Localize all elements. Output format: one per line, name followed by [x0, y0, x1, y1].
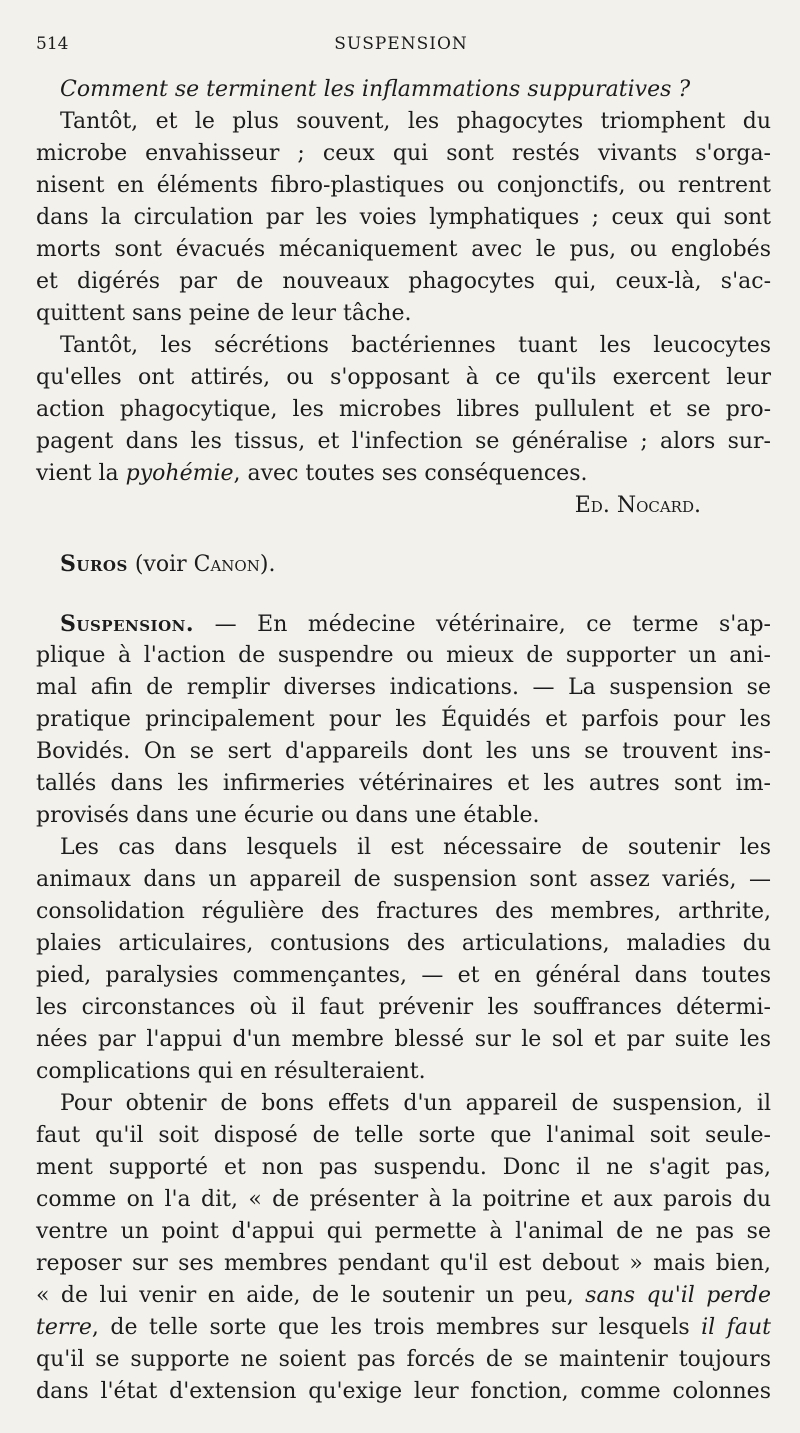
paragraph-cas — [36, 832, 771, 1088]
italic-term: pyohémie — [125, 461, 234, 486]
text-line: pratique principalement pour les Équidés et parfois pour les — [36, 707, 771, 732]
italic-phrase: il faut — [701, 1315, 771, 1340]
text-line: qu'elles ont attirés, ou s'opposant à ce qu'ils exercent leur — [36, 365, 771, 390]
entry-term: Suros — [60, 551, 128, 577]
text-line: plique à l'action de suspendre ou mieux de supporter un ani- — [36, 643, 771, 668]
text-line: Tantôt, et le plus souvent, les phagocytes triomphent du — [60, 109, 771, 134]
text-fragment: — En médecine vétérinaire, ce terme s'ap- — [194, 612, 771, 637]
italic-phrase: sans qu'il perde — [585, 1283, 771, 1308]
entry-term: Suspension. — [60, 611, 195, 637]
text-line: les circonstances où il faut prévenir les souffrances détermi- — [36, 995, 771, 1020]
text-line: faut qu'il soit disposé de telle sorte que l'animal soit seule- — [36, 1123, 771, 1148]
text-line: tallés dans les infirmeries vétérinaires et les autres sont im- — [36, 771, 771, 796]
cross-reference: Canon — [193, 552, 260, 577]
text-line — [36, 1280, 771, 1312]
page-body — [36, 74, 771, 1408]
text-line: reposer sur ses membres pendant qu'il est debout » mais bien, — [36, 1251, 771, 1276]
page-number: 514 — [36, 34, 69, 54]
text-fragment: , de telle sorte que les trois membres sur lesquels — [91, 1315, 702, 1340]
text-line: morts sont évacués mécaniquement avec le pus, ou englobés — [36, 237, 771, 262]
running-head: SUSPENSION — [334, 34, 468, 54]
text-line: provisés dans une écurie ou dans une étable. — [36, 803, 540, 828]
paragraph-phagocytes — [36, 106, 771, 330]
text-fragment: ). — [259, 552, 276, 577]
text-line — [36, 608, 771, 640]
text-line: Les cas dans lesquels il est nécessaire de soutenir les — [60, 835, 771, 860]
text-fragment: « de lui venir en aide, de le soutenir un peu, — [36, 1283, 586, 1308]
author-signature: Ed. Nocard. — [574, 493, 701, 518]
text-line: quittent sans peine de leur tâche. — [36, 301, 412, 326]
text-fragment: , avec toutes ses conséquences. — [233, 461, 588, 486]
text-line: nisent en éléments fibro-plastiques ou conjonctifs, ou rentrent — [36, 173, 771, 198]
text-line: et digérés par de nouveaux phagocytes qui, ceux-là, s'ac- — [36, 269, 771, 294]
text-line: mal afin de remplir diverses indications. — La suspension se — [36, 675, 771, 700]
entry-suros — [36, 548, 771, 580]
text-fragment: vient la — [36, 461, 126, 486]
text-line: microbe envahisseur ; ceux qui sont restés vivants s'orga- — [36, 141, 771, 166]
text-line: consolidation régulière des fractures des membres, arthrite, — [36, 899, 771, 924]
text-line: pied, paralysies commençantes, — et en général dans toutes — [36, 963, 771, 988]
italic-phrase: terre — [36, 1315, 92, 1340]
entry-suspension — [36, 608, 771, 832]
text-line: plaies articulaires, contusions des articulations, maladies du — [36, 931, 771, 956]
text-line: Bovidés. On se sert d'appareils dont les uns se trouvent ins- — [36, 739, 771, 764]
text-line: pagent dans les tissus, et l'infection se généralise ; alors sur- — [36, 429, 771, 454]
spacer — [36, 522, 771, 548]
text-line: qu'il se supporte ne soient pas forcés de se maintenir toujours — [36, 1347, 771, 1372]
text-line: action phagocytique, les microbes libres pullulent et se pro- — [36, 397, 771, 422]
question-line: Comment se terminent les inflammations suppuratives ? — [60, 77, 691, 102]
text-line: dans l'état d'extension qu'exige leur fonction, comme colonnes — [36, 1379, 771, 1404]
text-line: dans la circulation par les voies lymphatiques ; ceux qui sont — [36, 205, 771, 230]
text-line: complications qui en résulteraient. — [36, 1059, 426, 1084]
text-line: animaux dans un appareil de suspension sont assez variés, — — [36, 867, 771, 892]
spacer — [36, 580, 771, 608]
text-line — [36, 1312, 771, 1344]
page-header — [36, 34, 766, 58]
paragraph-secretions — [36, 330, 771, 490]
paragraph-obtenir — [36, 1088, 771, 1408]
text-line — [36, 458, 771, 490]
text-line: Tantôt, les sécrétions bactériennes tuant les leucocytes — [60, 333, 771, 358]
text-line: Pour obtenir de bons effets d'un appareil de suspension, il — [60, 1091, 771, 1116]
text-line: ventre un point d'appui qui permette à l'animal de ne pas se — [36, 1219, 771, 1244]
text-line: comme on l'a dit, « de présenter à la poitrine et aux parois du — [36, 1187, 771, 1212]
text-line: nées par l'appui d'un membre blessé sur le sol et par suite les — [36, 1027, 771, 1052]
text-fragment: (voir — [127, 552, 194, 577]
text-line: ment supporté et non pas suspendu. Donc il ne s'agit pas, — [36, 1155, 771, 1180]
